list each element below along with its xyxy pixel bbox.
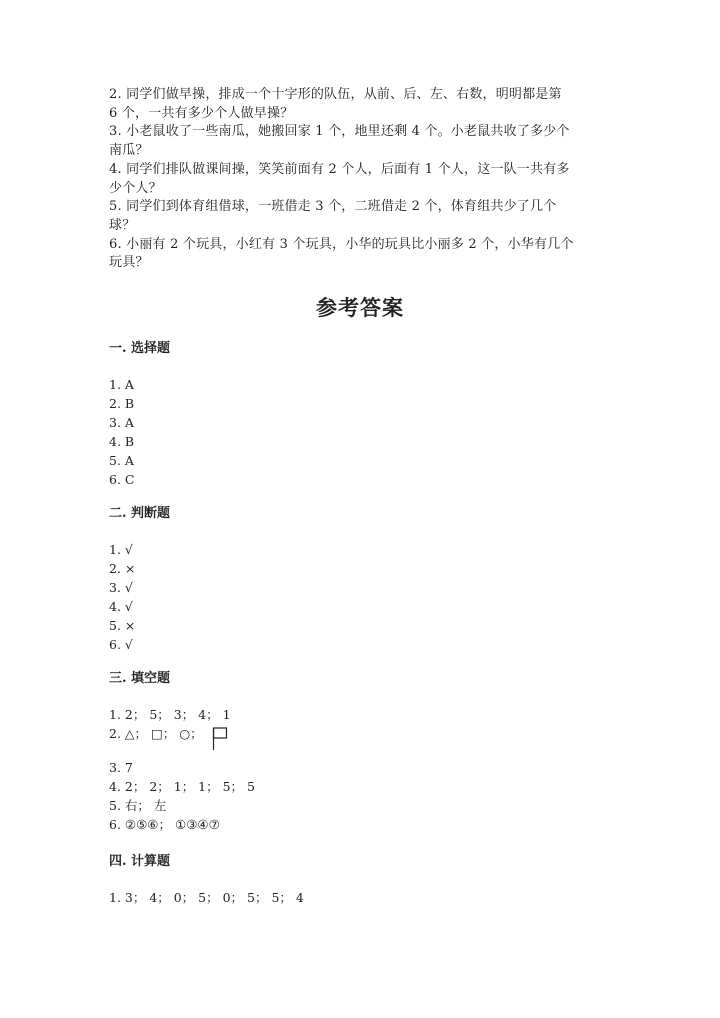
word-problems: [109, 86, 609, 273]
answer-item: 3. A: [109, 414, 134, 430]
problem-4-line-1: 4. 同学们排队做课间操，笑笑前面有 2 个人，后面有 1 个人，这一队一共有多: [109, 161, 570, 177]
section-choice: [109, 339, 609, 489]
problem-3-line-2: 南瓜？: [109, 143, 149, 159]
problem-2-line-2: 6 个，一共有多少个人做早操？: [109, 105, 294, 121]
answer-item: 6. ②⑤⑥； ①③④⑦: [109, 816, 220, 832]
answer-item: 5. A: [109, 452, 134, 468]
answer-item: 4. 2； 2； 1； 1； 5； 5: [109, 778, 255, 794]
problem-6-line-2: 玩具？: [109, 255, 149, 271]
problem-5-line-2: 球？: [109, 217, 136, 233]
flag-icon: [211, 725, 229, 751]
answer-item-shapes: [109, 725, 609, 759]
problem-4-line-2: 少个人？: [109, 180, 162, 196]
section-heading: 二. 判断题: [109, 506, 171, 521]
section-heading: 三. 填空题: [109, 671, 171, 686]
answer-item: 1. 3； 4； 0； 5； 0； 5； 5； 4: [109, 890, 304, 905]
answer-item: 2. ×: [109, 560, 136, 576]
problem-6-line-1: 6. 小丽有 2 个玩具，小红有 3 个玩具，小华的玩具比小丽多 2 个，小华有几个: [109, 236, 574, 252]
answer-item: 4. B: [109, 433, 135, 449]
section-heading: 四. 计算题: [109, 854, 171, 869]
answer-item: 6. C: [109, 471, 135, 487]
section-judge: [109, 504, 609, 654]
problem-3-line-1: 3. 小老鼠收了一些南瓜，她搬回家 1 个，地里还剩 4 个。小老鼠共收了多少个: [109, 124, 570, 140]
problem-2-line-1: 2. 同学们做早操，排成一个十字形的队伍，从前、后、左、右数，明明都是第: [109, 87, 562, 102]
problem-5-line-1: 5. 同学们到体育组借球，一班借走 3 个，二班借走 2 个，体育组共少了几个: [109, 199, 557, 215]
answer-item: 6. √: [109, 636, 133, 652]
answer-item: 1. 2； 5； 3； 4； 1: [109, 707, 231, 722]
answer-item: 5. 右； 左: [109, 797, 167, 813]
answer-item: 3. √: [109, 579, 133, 595]
answer-item: 4. √: [109, 598, 133, 614]
answer-title: 参考答案: [316, 295, 404, 320]
answer-item: 5. ×: [109, 617, 136, 633]
answer-item: 3. 7: [109, 759, 133, 775]
answer-item: 1. A: [109, 377, 134, 392]
answer-item: 1. √: [109, 542, 133, 557]
answer-item-text: 2. △； □； ○；: [109, 725, 203, 741]
section-fill: [109, 669, 609, 835]
section-calc: [109, 852, 609, 908]
section-heading: 一. 选择题: [109, 341, 171, 356]
answer-item: 2. B: [109, 395, 135, 411]
